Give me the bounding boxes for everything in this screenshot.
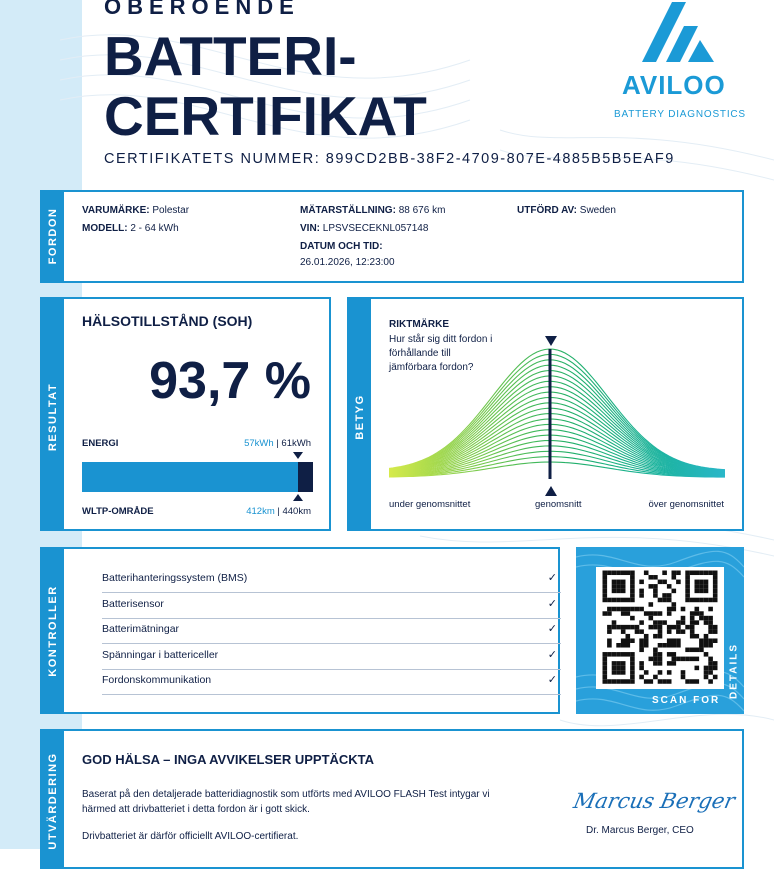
logo-subtitle: BATTERY DIAGNOSTICS [614,109,746,120]
checkmark-icon: ✓ [547,648,557,661]
vin-row [300,223,428,234]
page-title-line1: BATTERI- [104,25,357,87]
logo-wordmark: AVILOO [622,70,726,100]
checkmark-icon: ✓ [547,674,557,687]
energy-values [244,438,311,449]
energy-total: 61kWh [281,438,311,449]
certificate-number-line [104,151,675,167]
mileage-row [300,205,445,216]
qr-code-icon [596,567,724,689]
mileage-label: MÄTARSTÄLLNING: [300,205,396,216]
check-label: Batterimätningar [102,623,180,636]
rating-tab [349,299,371,529]
evaluation-heading: GOD HÄLSA – INGA AVVIKELSER UPPTÄCKTA [82,752,375,767]
vin-label: VIN: [300,223,320,234]
soh-heading: HÄLSOTILLSTÅND (SOH) [82,313,253,329]
qr-vertical-text: DETAILS [728,642,740,700]
checkmark-icon: ✓ [547,623,557,636]
vehicle-panel [40,190,744,283]
check-row [102,567,561,593]
wltp-marker-icon [293,494,303,501]
soh-bar [82,462,313,492]
energy-marker-icon [293,452,303,459]
checkmark-icon: ✓ [547,597,557,610]
ceo-name: Dr. Marcus Berger, CEO [586,825,694,836]
checks-tab-label: KONTROLLER [47,585,59,677]
bell-curve-line [389,365,725,471]
result-panel [40,297,331,531]
checks-panel [40,547,560,714]
model-value: 2 - 64 kWh [130,223,179,234]
qr-scan-text: SCAN FOR [652,695,721,706]
check-row [102,644,561,670]
check-row [102,618,561,644]
soh-bar-fill [82,462,298,492]
vin-value: LPSVSECEKNL057148 [322,223,429,234]
check-row [102,593,561,619]
evaluation-tab [42,731,64,867]
brand-value: Polestar [152,205,190,216]
label-under-average: under genomsnittet [389,499,471,510]
evaluation-panel [40,729,744,869]
wltp-label: WLTP-OMRÅDE [82,506,154,517]
bell-curve-line [389,371,725,472]
performed-row [517,205,616,216]
label-average: genomsnitt [535,499,582,510]
date-label: DATUM OCH TID: [300,241,383,252]
qr-vertical-wrap [728,553,740,700]
evaluation-certified-text: Drivbatteriet är därför officiellt AVILOO-certifierat. [82,831,299,842]
evaluation-paragraph: Baserat på den detaljerade batteridiagnostik som utförts med AVILOO FLASH Test intygar vi härmed att drivbatteriet i detta fordon är i gott skick. [82,789,490,815]
pre-title: OBEROENDE [104,0,300,19]
checkmark-icon: ✓ [547,572,557,584]
mileage-value: 88 676 km [398,205,446,216]
benchmark-top-marker-icon [545,336,557,346]
benchmark-bottom-marker-icon [545,486,557,496]
brand-row [82,205,189,216]
energy-label: ENERGI [82,438,119,449]
model-row [82,223,179,234]
energy-current: 57kWh [244,438,274,449]
energy-separator: | [276,438,279,449]
result-tab [42,299,64,529]
check-label: Fordonskommunikation [102,674,212,687]
qr-code[interactable] [596,567,724,689]
wltp-values [246,506,311,517]
rating-tab-label: BETYG [354,394,366,440]
evaluation-tab-label: UTVÄRDERING [47,752,59,850]
wltp-current: 412km [246,506,275,517]
check-label: Batterihanteringssystem (BMS) [102,572,248,584]
vehicle-tab-label: FORDON [47,207,59,265]
aviloo-logo-mark-icon [604,0,754,70]
ceo-signature: Marcus Berger [571,789,738,813]
performed-value: Sweden [579,205,616,216]
benchmark-heading: RIKTMÄRKE [389,319,449,330]
check-label: Spänningar i battericeller [102,648,219,661]
wltp-total: 440km [282,506,311,517]
rating-panel [347,297,744,531]
benchmark-question: Hur står sig ditt fordon i förhållande till jämförbara fordon? [389,334,493,373]
vehicle-tab [42,192,64,281]
certificate-number-label: CERTIFIKATETS NUMMER: [104,151,321,167]
label-over-average: över genomsnittet [648,499,724,510]
certificate-number: 899CD2BB-38F2-4709-807E-4885B5B5EAF9 [325,151,675,167]
aviloo-logo [604,0,754,125]
performed-label: UTFÖRD AV: [517,205,577,216]
model-label: MODELL: [82,223,128,234]
qr-panel[interactable] [576,547,744,714]
wltp-separator: | [277,506,280,517]
page-title-line2: CERTIFIKAT [104,85,427,147]
brand-label: VARUMÄRKE: [82,205,150,216]
date-value: 26.01.2026, 12:23:00 [300,257,395,268]
checks-tab [42,549,64,712]
check-label: Batterisensor [102,597,164,610]
soh-value: 93,7 % [149,352,311,410]
check-row [102,669,561,695]
result-tab-label: RESULTAT [47,382,59,452]
